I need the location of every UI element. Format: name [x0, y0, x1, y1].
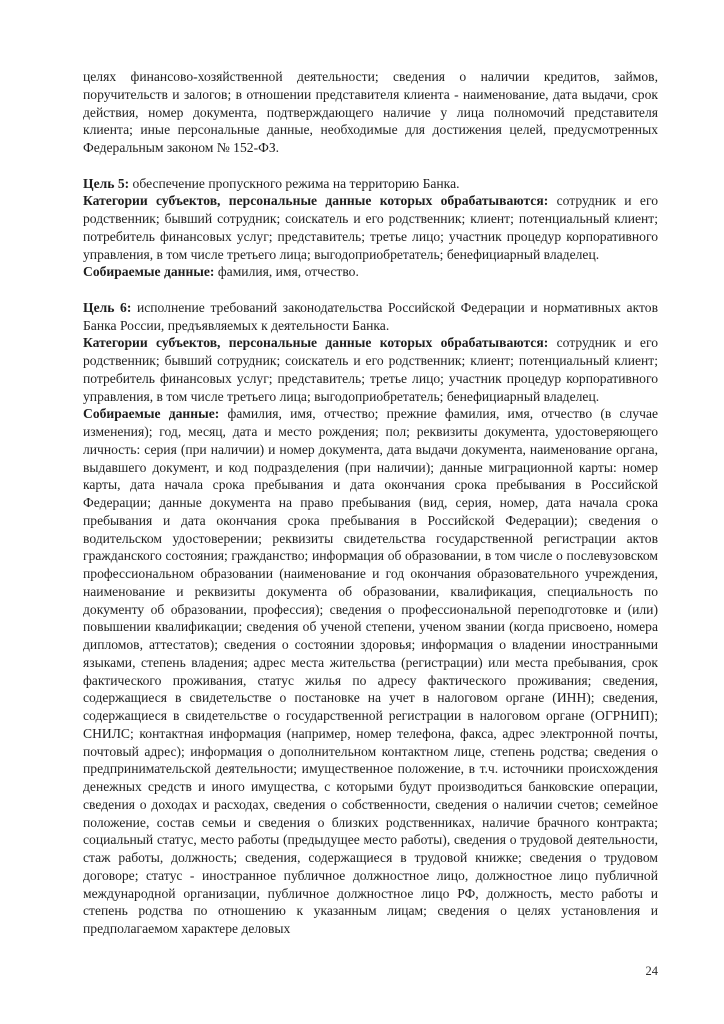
paragraph-gap — [83, 157, 658, 175]
goal-6-text: исполнение требований законодательства Российской Федерации и нормативных актов Банка России, предъявляемых к деятельности Банка. — [83, 299, 658, 333]
goal-5-label: Цель 5: — [83, 175, 130, 191]
goal-6-data-text: фамилия, имя, отчество; прежние фамилия, имя, отчество (в случае изменения); год, месяц, дата и место рождения; пол; реквизиты документа, удостоверяющего личность: серия (при наличии) и номер документа, дата выдачи документа, наименование органа, выдавшего документ, и код подразделения (при наличии); данные миграционной карты: номер карты, дата начала срока пребывания и дата окончания срока пребывания в Российской Федерации; данные документа на право пребывания (вид, серия, номер, дата начала срока пребывания и дата окончания срока пребывания в Российской Федерации); сведения о водительском удостоверении; реквизиты свидетельства государственной регистрации актов гражданского состояния; гражданство; информация об образовании, в том числе о послевузовском профессиональном образовании (наименование и год окончания образовательного учреждения, наименование и реквизиты документа об образовании, квалификация, специальность по документу об образовании, профессия); сведения о профессиональной переподготовке и (или) повышении квалификации; сведения об ученой степени, ученом звании (когда присвоено, номера дипломов, аттестатов); сведения о состоянии здоровья; информация о владении иностранными языками, степень владения; адрес места жительства (регистрации) или места пребывания, срок фактического проживания, статус жилья по адресу фактического проживания; сведения, содержащиеся в свидетельстве о постановке на учет в налоговом органе (ИНН); сведения, содержащиеся в свидетельстве о государственной регистрации в налоговом органе (ОГРНИП); СНИЛС; контактная информация (например, номер телефона, факса, адрес электронной почты, почтовый адрес); информация о дополнительном контактном лице, степень родства; сведения о предпринимательской деятельности; имущественное положение, в т.ч. источники происхождения денежных средств и иного имущества, с которыми будут производиться банковские операции, сведения о доходах и расходах, сведения о собственности, сведения о наличии счетов; семейное положение, состав семьи и сведения о близких родственниках, наличие брачного контракта; социальный статус, место работы (предыдущее место работы), сведения о трудовой деятельности, стаж работы, должность; сведения, содержащиеся в трудовой книжке; сведения о трудовом договоре; статус - иностранное публичное должностное лицо, должностное лицо публичной международной организации, публичное должностное лицо РФ, должность, место работы и степень родства по отношению к указанным лицам; сведения о целях установления и предполагаемом характере деловых — [83, 406, 659, 936]
goal-5-categories-text: сотрудник и его родственник; бывший сотрудник; соискатель и его родственник; клиент; потенциальный клиент; потребитель финансовых услуг; представитель; третье лицо; участник процедур корпоративного управления, в том числе третьего лица; выгодоприобретатель; бенефициарный владелец. — [83, 193, 658, 262]
goal-6-categories-text: сотрудник и его родственник; бывший сотрудник; соискатель и его родственник; клиент; потенциальный клиент; потребитель финансовых услуг; представитель; третье лицо; участник процедур корпоративного управления, в том числе третьего лица; выгодоприобретатель; бенефициарный владелец. — [83, 335, 658, 404]
goal-6-label: Цель 6: — [83, 299, 132, 315]
paragraph-gap — [83, 281, 658, 299]
document-page — [83, 68, 658, 938]
goal-6-data — [83, 405, 658, 938]
goal-5-paragraph — [83, 175, 658, 193]
goal-5-text: обеспечение пропускного режима на территорию Банка. — [129, 175, 460, 191]
goal-6-categories-label: Категории субъектов, персональные данные которых обрабатываются: — [83, 335, 549, 351]
goal-5-data — [83, 263, 658, 281]
goal-5-data-label: Собираемые данные: — [83, 264, 215, 280]
goal-5-categories — [83, 192, 658, 263]
goal-6-paragraph — [83, 299, 658, 335]
goal-6-data-label: Собираемые данные: — [83, 406, 220, 422]
page-number: 24 — [645, 964, 658, 978]
continuation-paragraph: целях финансово-хозяйственной деятельности; сведения о наличии кредитов, займов, поручительств и залогов; в отношении представителя клиента - наименование, дата выдачи, срок действия, номер документа, подтверждающего наличие у лица полномочий представителя клиента; иные персональные данные, необходимые для достижения целей, предусмотренных Федеральным законом № 152-ФЗ. — [83, 69, 658, 155]
goal-5-data-text: фамилия, имя, отчество. — [214, 264, 359, 280]
goal-5-categories-label: Категории субъектов, персональные данные которых обрабатываются: — [83, 193, 549, 209]
goal-6-categories — [83, 334, 658, 405]
